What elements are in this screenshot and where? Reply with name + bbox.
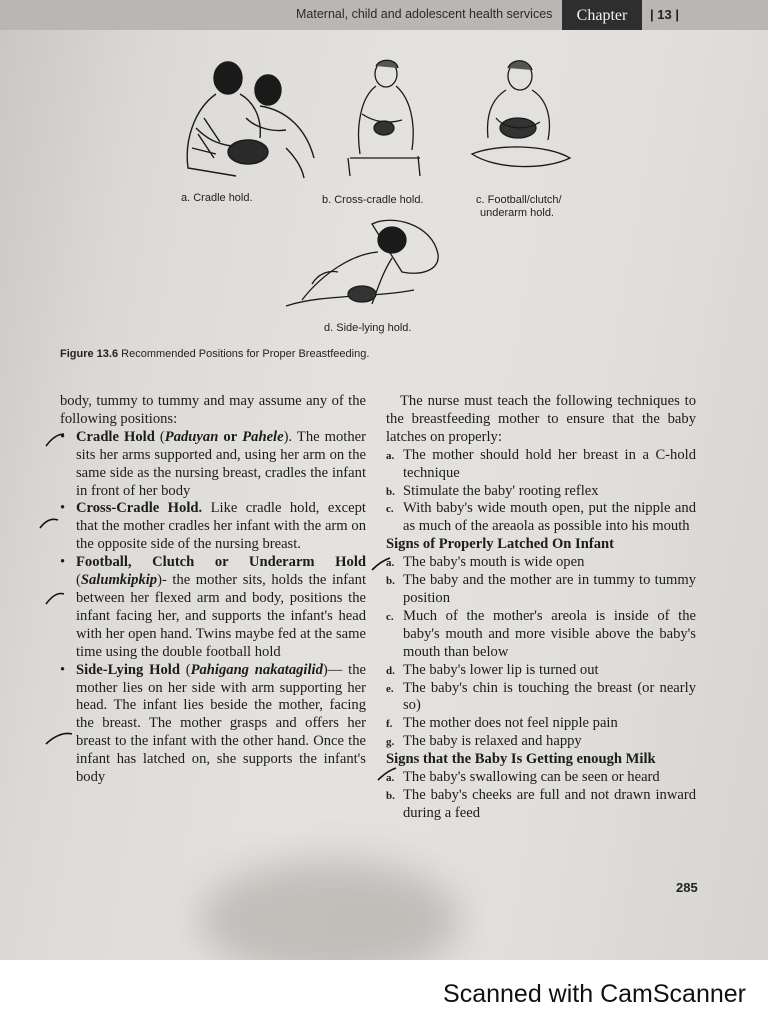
- bullet-dot: •: [60, 428, 66, 445]
- chapter-label: Chapter: [562, 0, 642, 30]
- bullet-name: Cross-Cradle Hold.: [76, 500, 203, 517]
- latched-sign-item: b. The baby and the mother are in tummy to tummy position: [386, 572, 696, 606]
- scanner-watermark: Scanned with CamScanner: [443, 980, 746, 1008]
- bullet-cradle-hold: • Cradle Hold (Paduyan or Pahele). The mother sits her arms supported and, using her arm on the same side as the nursing breast, cradles the infant in front of her body: [60, 428, 366, 499]
- latched-sign-item: f. The mother does not feel nipple pain: [386, 715, 618, 732]
- latched-sign-item: a. The baby's mouth is wide open: [386, 554, 585, 571]
- milk-sign-item: b. The baby's cheeks are full and not drawn inward during a feed: [386, 786, 696, 821]
- left-column: [60, 393, 366, 787]
- figure-number: Figure 13.6: [60, 348, 119, 360]
- latched-sign-item: c. Much of the mother's areola is inside of the baby's mouth and more visible above the baby's mouth than below: [386, 607, 696, 660]
- bullet-local: Paduyan: [164, 428, 219, 445]
- figure-title-text: Recommended Positions for Proper Breastfeeding.: [121, 348, 370, 360]
- technique-item: b. Stimulate the baby' rooting reflex: [386, 482, 599, 499]
- side-lying-hold-illustration: [282, 214, 442, 318]
- chapter-number: | 13 |: [650, 7, 679, 22]
- caption-d: d. Side-lying hold.: [324, 322, 412, 334]
- bullet-cross-cradle-hold: • Cross-Cradle Hold. Like cradle hold, except that the mother cradles her infant with the arm on the opposite side of the nursing breast.: [60, 500, 366, 553]
- heading-milk-signs: Signs that the Baby Is Getting enough Milk: [386, 751, 656, 768]
- running-title: Maternal, child and adolescent health services: [296, 7, 553, 21]
- bullet-name: Side-Lying Hold: [76, 661, 180, 678]
- bullet-text: Like cradle hold, except that the mother cradles her infant with the arm on the opposite side of the nursing breast.: [76, 500, 366, 553]
- caption-a: a. Cradle hold.: [181, 192, 253, 204]
- right-column: [386, 393, 696, 823]
- latched-sign-item: g. The baby is relaxed and happy: [386, 733, 582, 750]
- bullet-local: Pahigang nakatagilid: [190, 661, 323, 678]
- caption-b: b. Cross-cradle hold.: [322, 194, 424, 206]
- heading-latched-signs: Signs of Properly Latched On Infant: [386, 536, 614, 553]
- football-hold-illustration: [466, 58, 572, 178]
- bullet-side-lying-hold: • Side-Lying Hold (Pahigang nakatagilid)— the mother lies on her side with arm supporting her head. The infant lies beside the mother, facing the breast. The mother grasps and offers her breast to the infant with the other hand. Once the infant has latched on, she supports the infant's body: [60, 661, 366, 786]
- caption-c-line1: c. Football/clutch/: [476, 194, 562, 206]
- left-intro: body, tummy to tummy and may assume any of the following positions:: [60, 393, 366, 427]
- right-intro: The nurse must teach the following techniques to the breastfeeding mother to ensure that the baby latches on properly:: [386, 393, 696, 445]
- page-number: 285: [676, 880, 698, 895]
- milk-sign-item: a. The baby's swallowing can be seen or heard: [386, 769, 660, 786]
- cradle-hold-illustration: [176, 58, 326, 188]
- latched-sign-item: d. The baby's lower lip is turned out: [386, 661, 599, 678]
- bullet-text: - the mother sits, holds the infant between her flexed arm and body, positions the infant facing her, and supports the infant's head with her open hand. Twins maybe fed at the same time using the double football hold: [76, 572, 366, 660]
- bullet-local: Salumkipkip: [80, 572, 158, 589]
- pen-mark-2: [38, 516, 60, 530]
- bullet-football-hold: • Football, Clutch or Underarm Hold (Salumkipkip)- the mother sits, holds the infant between her flexed arm and body, positions the infant facing her, and supports the infant's head with her open hand. Twins maybe fed at the same time using the double football hold: [60, 554, 366, 660]
- caption-c-line2: underarm hold.: [480, 207, 554, 219]
- bullet-name: Football, Clutch or Underarm Hold: [76, 554, 366, 571]
- cross-cradle-hold-illustration: [340, 58, 430, 180]
- bullet-name: Cradle Hold: [76, 428, 155, 445]
- latched-sign-item: e. The baby's chin is touching the breast (or nearly so): [386, 679, 696, 714]
- technique-item: a. The mother should hold her breast in a C-hold technique: [386, 446, 696, 481]
- technique-item: c. With baby's wide mouth open, put the nipple and as much of the areaola as possible into his mouth: [386, 500, 696, 535]
- bullet-text: The mother sits her arms supported and, using her arm on the same side as the nursing breast, cradles the infant in front of her body: [76, 428, 366, 499]
- bullet-text: the mother lies on her side with arm supporting her head. The infant lies beside the mother, facing the breast. The mother grasps and offers her breast to the infant with the other hand. Once the infant has latched on, she supports the infant's body: [76, 661, 366, 786]
- figure-title: [60, 348, 369, 360]
